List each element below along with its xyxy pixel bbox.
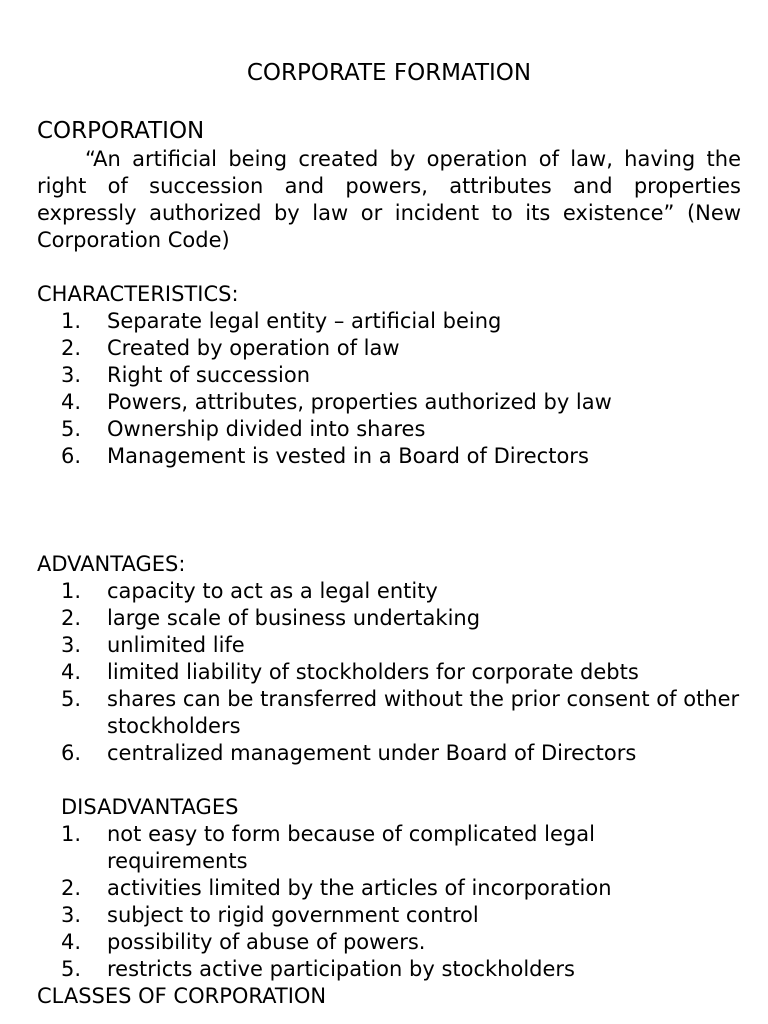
item-number: 5. xyxy=(61,957,82,981)
item-text: Created by operation of law xyxy=(107,336,400,360)
item-text: not easy to form because of complicated legal requirements xyxy=(107,822,595,873)
item-text: activities limited by the articles of incorporation xyxy=(107,876,612,900)
item-number: 1. xyxy=(61,309,82,333)
item-text: Right of succession xyxy=(107,363,311,387)
list-item xyxy=(37,821,741,875)
list-item xyxy=(37,308,741,335)
list-item xyxy=(37,956,741,983)
list-item xyxy=(37,335,741,362)
characteristics-list xyxy=(37,308,741,470)
item-text: capacity to act as a legal entity xyxy=(107,579,438,603)
item-text: possibility of abuse of powers. xyxy=(107,930,426,954)
list-item xyxy=(37,929,741,956)
item-number: 3. xyxy=(61,903,82,927)
item-number: 3. xyxy=(61,633,82,657)
item-number: 4. xyxy=(61,390,82,414)
list-item xyxy=(37,659,741,686)
item-text: restricts active participation by stockholders xyxy=(107,957,575,981)
disadvantages-list xyxy=(37,821,741,983)
document-title: CORPORATE FORMATION xyxy=(246,60,532,86)
section-heading-corporation: CORPORATION xyxy=(37,118,205,144)
item-text: shares can be transferred without the prior consent of other stockholders xyxy=(107,687,740,738)
item-number: 4. xyxy=(61,930,82,954)
advantages-list xyxy=(37,578,741,767)
list-item xyxy=(37,632,741,659)
disadvantages-label: DISADVANTAGES xyxy=(61,795,239,819)
list-item xyxy=(37,362,741,389)
corporation-definition: “An artificial being created by operation of law, having the right of succession and powers, attributes and properties expressly authorized by law or incident to its existence” (New Corporation Code) xyxy=(37,147,741,252)
item-number: 3. xyxy=(61,363,82,387)
item-text: large scale of business undertaking xyxy=(107,606,481,630)
item-number: 6. xyxy=(61,741,82,765)
item-text: Powers, attributes, properties authorized by law xyxy=(107,390,612,414)
item-number: 6. xyxy=(61,444,82,468)
item-text: Management is vested in a Board of Directors xyxy=(107,444,589,468)
document-page xyxy=(37,58,741,1010)
item-text: centralized management under Board of Directors xyxy=(107,741,637,765)
item-number: 2. xyxy=(61,606,82,630)
item-text: unlimited life xyxy=(107,633,245,657)
list-item xyxy=(37,578,741,605)
item-number: 5. xyxy=(61,417,82,441)
advantages-label: ADVANTAGES: xyxy=(37,552,186,576)
item-number: 2. xyxy=(61,876,82,900)
list-item xyxy=(37,443,741,470)
list-item xyxy=(37,686,741,740)
classes-of-corporation-label: CLASSES OF CORPORATION xyxy=(37,984,327,1008)
item-number: 5. xyxy=(61,687,82,711)
item-text: Ownership divided into shares xyxy=(107,417,426,441)
item-number: 4. xyxy=(61,660,82,684)
item-number: 1. xyxy=(61,822,82,846)
item-text: subject to rigid government control xyxy=(107,903,479,927)
item-text: limited liability of stockholders for corporate debts xyxy=(107,660,639,684)
list-item xyxy=(37,740,741,767)
list-item xyxy=(37,875,741,902)
item-number: 2. xyxy=(61,336,82,360)
list-item xyxy=(37,902,741,929)
list-item xyxy=(37,416,741,443)
item-text: Separate legal entity – artificial being xyxy=(107,309,502,333)
list-item xyxy=(37,605,741,632)
characteristics-label: CHARACTERISTICS: xyxy=(37,282,239,306)
item-number: 1. xyxy=(61,579,82,603)
list-item xyxy=(37,389,741,416)
